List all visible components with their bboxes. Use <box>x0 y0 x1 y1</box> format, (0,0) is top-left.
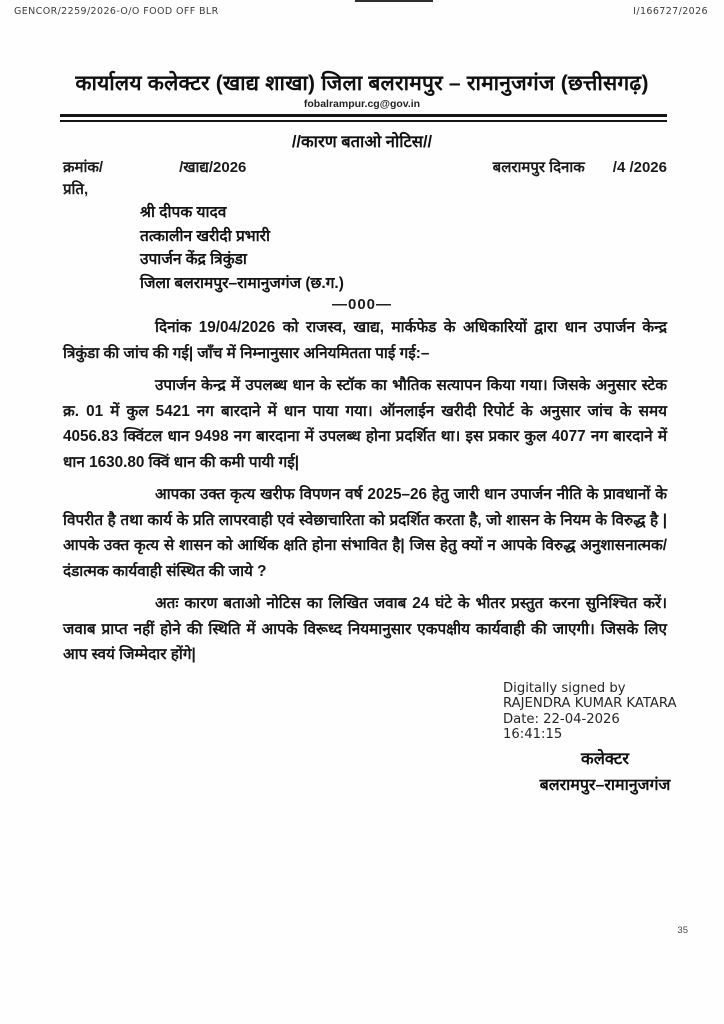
digital-signature-stamp <box>503 681 707 743</box>
digital-signature-date: Date: 22-04-2026 <box>503 711 620 727</box>
digital-signature-time: 16:41:15 <box>503 727 563 742</box>
signature-block <box>503 681 707 795</box>
signatory-district: बलरामपुर–रामानुजगंज <box>539 776 671 794</box>
date-value: /4 /2026 <box>612 159 667 176</box>
office-title: कार्यालय कलेक्टर (खाद्य शाखा) जिला बलरामपुर – रामानुजगंज (छत्तीसगढ़) <box>75 72 649 95</box>
serial-value: /खाद्य/2026 <box>179 159 247 176</box>
digital-signature-line: Digitally signed by <box>503 680 626 696</box>
to-label: प्रति, <box>63 181 89 198</box>
scan-edge-mark <box>355 0 433 2</box>
paragraph-stock-verification: उपार्जन केन्द्र में उपलब्ध धान के स्टॉक का भौतिक सत्यापन किया गया। जिसके अनुसार स्टेक क्र. 01 में कुल 5421 नग बारदाने में धान पाया गया। ऑनलाईन खरीदी रिपोर्ट के अनुसार जांच के समय 4056.83 क्विंटल धान 9498 नग बारदाना में उपलब्ध होना प्रदर्शित था। इस प्रकार कुल 4077 नग बारदाने में धान 1630.80 क्विं धान की कमी पायी गई| <box>63 377 667 471</box>
addressee-designation: तत्कालीन खरीदी प्रभारी <box>140 227 271 245</box>
digital-signature-signer: RAJENDRA KUMAR KATARA <box>503 696 677 711</box>
addressee-district: जिला बलरामपुर–रामानुजगंज (छ.ग.) <box>140 274 344 292</box>
notice-subject: //कारण बताओ नोटिस// <box>291 133 433 151</box>
place-date-label: बलरामपुर दिनाक <box>492 159 585 176</box>
paragraph-reply-deadline: अतः कारण बताओ नोटिस का लिखित जवाब 24 घंटे के भीतर प्रस्तुत करना सुनिश्चित करें। जवाब प्राप्त नहीं होने की स्थिति में आपके विरूध्द नियमानुसार एकपक्षीय कार्यवाही की जाएगी। जिसके लिए आप स्वयं जिम्मेदार होंगे| <box>63 595 667 663</box>
notice-body <box>63 315 667 668</box>
letterhead-divider-rule <box>60 114 667 122</box>
reference-row <box>63 157 667 177</box>
addressee-name: श्री दीपक यादव <box>140 204 227 221</box>
addressee-centre: उपार्जन केंद्र त्रिकुंडा <box>140 251 247 268</box>
serial-label: क्रमांक/ <box>63 159 104 176</box>
section-divider: —000— <box>331 296 393 313</box>
page-number: 35 <box>677 925 688 936</box>
office-email: fobalrampur.cg@gov.in <box>303 98 421 110</box>
file-reference-right: I/166727/2026 <box>633 6 708 17</box>
addressee-block <box>140 201 724 295</box>
file-reference-left: GENCOR/2259/2026-O/O FOOD OFF BLR <box>14 6 219 17</box>
letterhead <box>0 69 724 110</box>
serial-number-line <box>63 157 246 177</box>
place-date-line <box>493 157 667 177</box>
signatory-designation: कलेक्टर <box>581 749 629 768</box>
eoffice-header <box>0 0 724 17</box>
paragraph-violation: आपका उक्त कृत्य खरीफ विपणन वर्ष 2025–26 हेतु जारी धान उपार्जन नीति के प्रावधानों के विपरीत है तथा कार्य के प्रति लापरवाही एवं स्वेछाचारिता को प्रदर्शित करता है, जो शासन के नियम के विरुद्ध है | आपके उक्त कृत्य से शासन को आर्थिक क्षति होना संभावित है| जिस हेतु क्यों न आपके विरुद्ध अनुशासनात्मक/दंडात्मक कार्यवाही संस्थित की जाये ? <box>63 486 667 580</box>
paragraph-inspection: दिनांक 19/04/2026 को राजस्व, खाद्य, मार्कफेड के अधिकारियों द्वारा धान उपार्जन केन्द्र त्रिकुंडा की जांच की गई| जाँच में निम्नानुसार अनियमितता पाई गई:– <box>63 319 667 362</box>
